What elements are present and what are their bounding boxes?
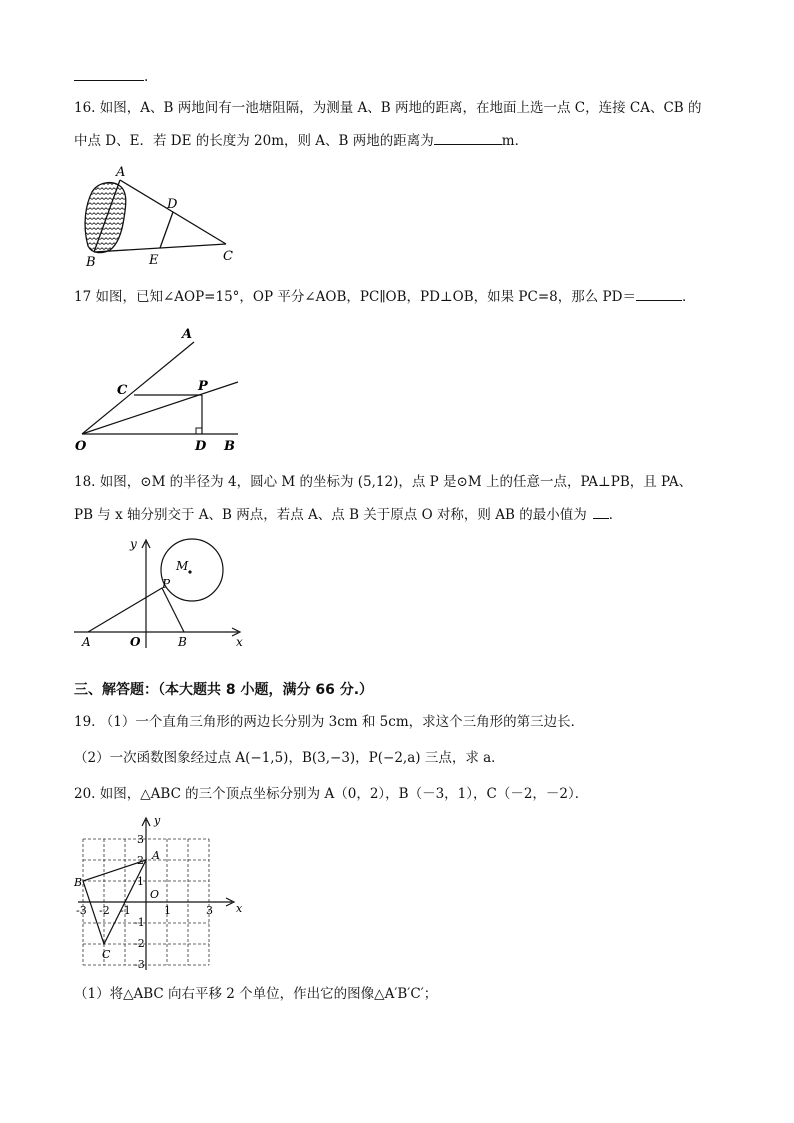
label-b: B	[74, 876, 83, 889]
segment-pa	[88, 588, 162, 632]
label-m: M	[176, 559, 189, 573]
q20-grid-figure	[72, 814, 248, 974]
q18-answer-blank	[593, 504, 609, 519]
label-e: E	[149, 253, 159, 268]
label-o: O	[75, 439, 87, 454]
y-tick-1: 1	[137, 875, 144, 888]
pond-shape	[85, 183, 126, 253]
label-c: C	[117, 383, 128, 398]
label-y: y	[154, 814, 161, 827]
label-a: A	[116, 165, 126, 180]
label-o: O	[130, 635, 141, 649]
q18-line2	[74, 504, 622, 525]
label-b: B	[224, 439, 235, 454]
x-tick-neg3: -3	[76, 904, 87, 917]
q18-line2-text: PB 与 x 轴分别交于 A、B 两点，若点 A、点 B 关于原点 O 对称，则 AB 的最小值为	[74, 507, 587, 523]
q17-line1	[74, 286, 695, 307]
ray-op	[82, 382, 238, 434]
y-tick-2: 2	[137, 854, 144, 867]
center-m-dot	[188, 570, 191, 573]
q18-circle-figure	[70, 534, 250, 649]
label-c: C	[223, 249, 233, 264]
label-x: x	[236, 902, 243, 915]
label-y: y	[130, 537, 137, 551]
segment-de	[160, 212, 173, 248]
q16-answer-blank	[434, 130, 502, 145]
x-tick-neg1: -1	[120, 904, 131, 917]
label-a: A	[82, 635, 91, 649]
section-3-heading: 三、解答题：（本大题共 8 小题，满分 66 分.）	[74, 682, 374, 698]
q19-line2: （2）一次函数图象经过点 A(−1,5)，B(3,−3)，P(−2,a) 三点，求 a．	[74, 750, 505, 766]
label-o: O	[150, 888, 160, 901]
q19-line1: 19. （1）一个直角三角形的两边长分别为 3cm 和 5cm，求这个三角形的第三边长．	[74, 714, 585, 730]
y-tick-neg1: -1	[134, 916, 145, 929]
q17-line1-end: ．	[681, 289, 696, 305]
q16-line2-text: 中点 D、E．若 DE 的长度为 20m，则 A、B 两地的距离为	[74, 133, 434, 149]
x-tick-3: 3	[206, 904, 213, 917]
period: .	[144, 69, 149, 85]
label-d: D	[167, 197, 178, 212]
q17-angle-figure	[70, 322, 250, 457]
y-tick-neg3: -3	[134, 958, 145, 971]
q16-line2	[74, 130, 528, 151]
label-c: C	[102, 948, 111, 961]
label-p: P	[162, 577, 171, 591]
q20-sub1: （1）将△ABC 向右平移 2 个单位，作出它的图像△A′B′C′；	[74, 986, 438, 1002]
label-x: x	[236, 635, 243, 649]
label-d: D	[195, 439, 207, 454]
q16-pond-figure	[76, 162, 246, 272]
label-a: A	[152, 849, 160, 862]
right-angle-mark	[196, 428, 202, 434]
y-tick-3: 3	[137, 833, 144, 846]
q18-line2-end: ．	[608, 507, 623, 523]
x-tick-1: 1	[164, 904, 171, 917]
q20-line1: 20. 如图，△ABC 的三个顶点坐标分别为 A（0，2），B（－3，1），C（－2，－2）．	[74, 786, 589, 802]
q16-line1: 16. 如图，A、B 两地间有一池塘阻隔，为测量 A、B 两地的距离，在地面上选一点 C，连接 CA、CB 的	[74, 100, 702, 116]
answer-blank	[74, 66, 144, 81]
label-a: A	[182, 327, 193, 342]
q17-line1-text: 17 如图，已知∠AOP=15°，OP 平分∠AOB，PC∥OB，PD⊥OB，如果 PC=8，那么 PD＝	[74, 289, 636, 305]
q17-answer-blank	[636, 286, 682, 301]
ray-oa	[82, 342, 194, 434]
top-answer-blank	[74, 66, 148, 87]
label-p: P	[198, 379, 208, 394]
label-b: B	[178, 635, 187, 649]
y-tick-neg2: -2	[134, 937, 145, 950]
q18-line1: 18. 如图，⊙M 的半径为 4，圆心 M 的坐标为 (5,12)，点 P 是⊙M 上的任意一点，PA⊥PB，且 PA、	[74, 474, 693, 490]
label-b: B	[86, 255, 96, 270]
q16-line2-end: m．	[501, 133, 529, 149]
circle-m	[161, 539, 223, 601]
x-tick-neg2: -2	[99, 904, 110, 917]
